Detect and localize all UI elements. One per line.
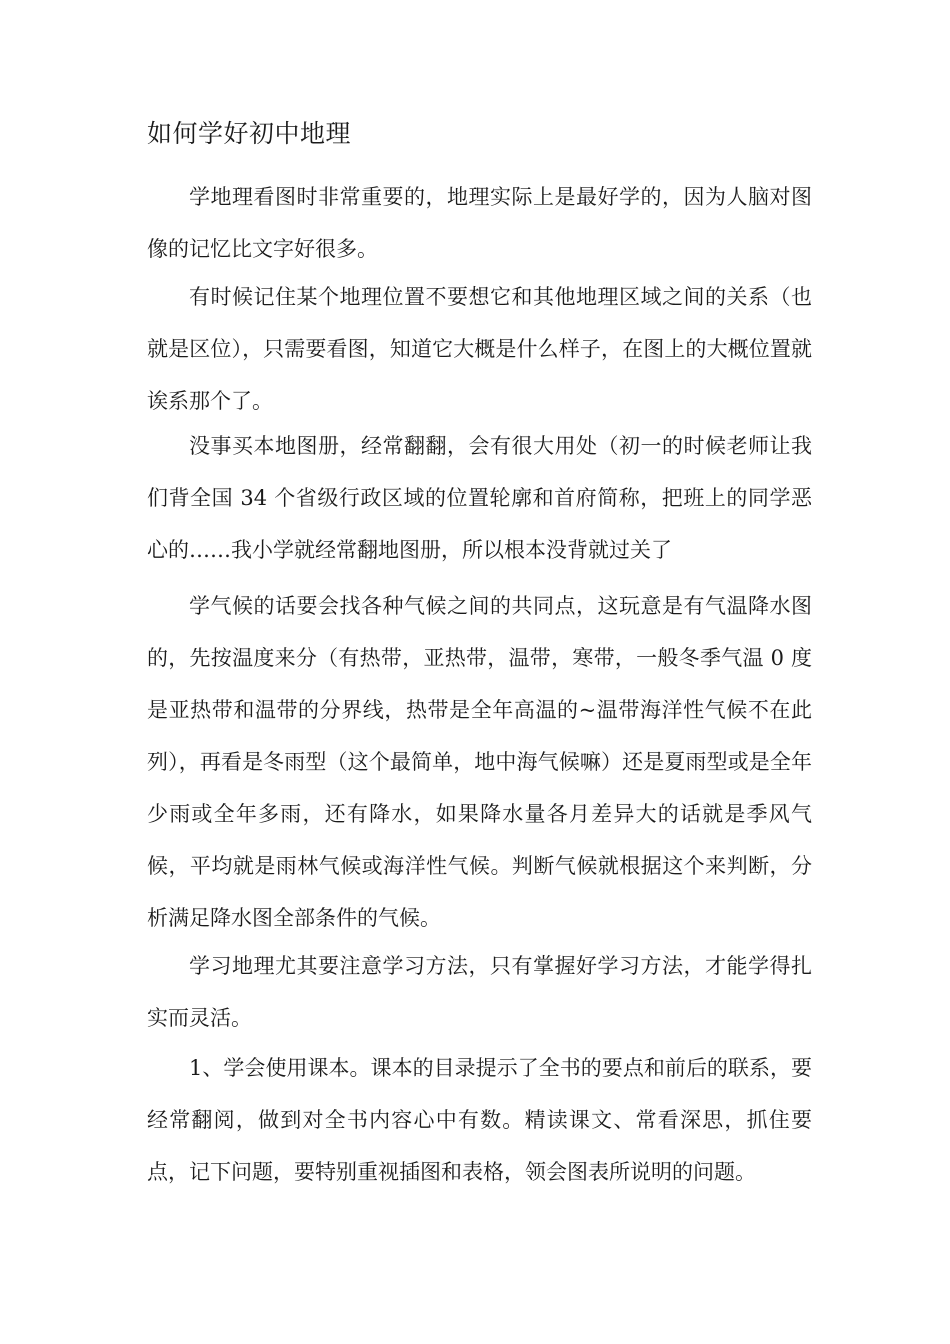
- paragraph-climate: 学气候的话要会找各种气候之间的共同点，这玩意是有气温降水图的，先按温度来分（有热带，亚热带，温带，寒带，一般冬季气温 0 度是亚热带和温带的分界线，热带是全年高温的~温带海洋性气候不在此列），再看是冬雨型（这个最简单，地中海气候嘛）还是夏雨型或是全年少雨或全年多雨，还有降水，如果降水量各月差异大的话就是季风气候，平均就是雨林气候或海洋性气候。判断气候就根据这个来判断，分析满足降水图全部条件的气候。: [147, 594, 812, 930]
- paragraph-map-reading: 学地理看图时非常重要的，地理实际上是最好学的，因为人脑对图像的记忆比文字好很多。: [147, 185, 812, 261]
- paragraph-textbook-use: 1、学会使用课本。课本的目录提示了全书的要点和前后的联系，要经常翻阅，做到对全书内容心中有数。精读课文、常看深思，抓住要点，记下问题，要特别重视插图和表格，领会图表所说明的问题。: [147, 1056, 812, 1184]
- paragraph-study-method: 学习地理尤其要注意学习方法，只有掌握好学习方法，才能学得扎实而灵活。: [147, 954, 812, 1030]
- paragraph-location-memory: 有时候记住某个地理位置不要想它和其他地理区域之间的关系（也就是区位），只需要看图，知道它大概是什么样子，在图上的大概位置就诶系那个了。: [147, 285, 812, 413]
- document-title: 如何学好初中地理: [147, 119, 352, 148]
- paragraph-atlas: 没事买本地图册，经常翻翻，会有很大用处（初一的时候老师让我们背全国 34 个省级行政区域的位置轮廓和首府简称，把班上的同学恶心的……我小学就经常翻地图册，所以根本没背就过关了: [147, 434, 812, 562]
